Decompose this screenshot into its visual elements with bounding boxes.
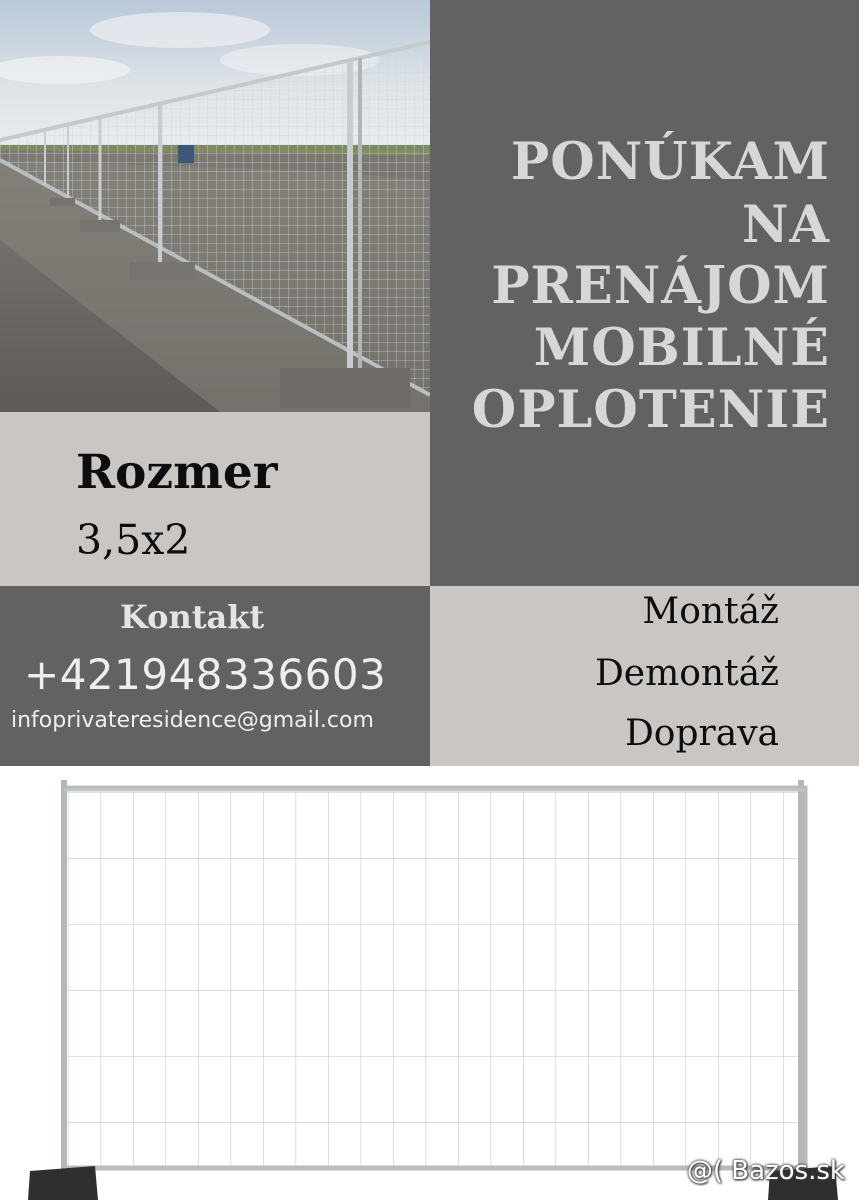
fence-photo	[0, 0, 430, 412]
headline-line-1: PONÚKAM	[510, 132, 830, 192]
fence-product-image	[0, 766, 859, 1200]
service-item-doprava: Doprava	[624, 713, 779, 754]
size-value: 3,5x2	[76, 516, 191, 564]
size-title: Rozmer	[76, 445, 278, 500]
headline-line-3: PRENÁJOM	[491, 256, 830, 316]
bazos-watermark: @( Bazos.sk	[686, 1156, 845, 1186]
headline-line-5: OPLOTENIE	[471, 380, 830, 440]
contact-email[interactable]: infoprivateresidence@gmail.com	[11, 708, 374, 733]
headline-line-2: NA	[741, 195, 830, 255]
service-item-demontaz: Demontáž	[594, 653, 779, 694]
service-item-montaz: Montáž	[642, 591, 779, 632]
contact-title: Kontakt	[120, 598, 265, 636]
contact-phone[interactable]: +421948336603	[24, 650, 387, 699]
headline-line-4: MOBILNÉ	[533, 318, 830, 378]
